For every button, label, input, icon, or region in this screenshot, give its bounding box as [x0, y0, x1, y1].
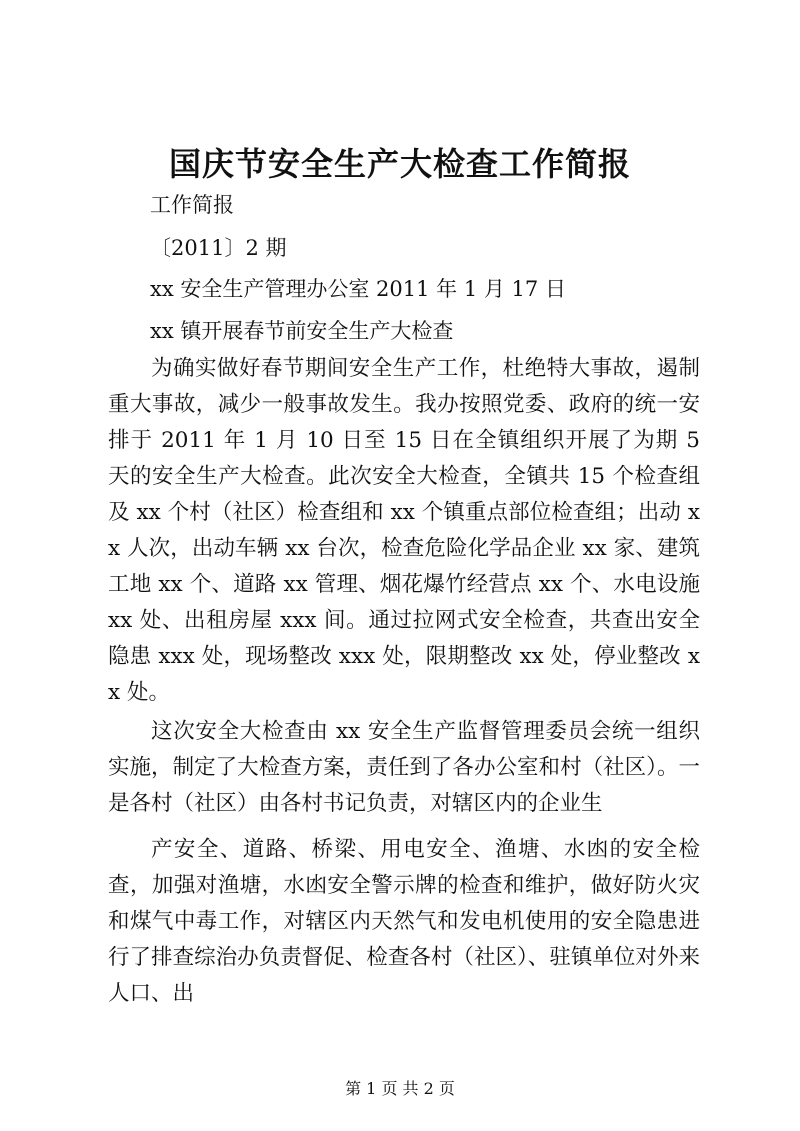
- article-heading: xx 镇开展春节前安全生产大检查: [150, 319, 454, 343]
- issue-number: 〔2011〕2 期: [150, 236, 287, 260]
- body-paragraph-1: 为确实做好春节期间安全生产工作，杜绝特大事故，遏制重大事故，减少一般事故发生。我办按照党委、政府的统一安排于 2011 年 1 月 10 日至 15 日在全镇组织开展了为期 5 天的安全生产大检查。此次安全大检查，全镇共 15 个检查组及 xx 个村（社区）检查组和 xx 个镇重点部位检查组；出动 xx 人次，出动车辆 xx 台次，检查危险化学品企业 xx 家、建筑工地 xx 个、道路 xx 管理、烟花爆竹经营点 xx 个、水电设施 xx 处、出租房屋 xxx 间。通过拉网式安全检查，共查出安全隐患 xxx 处，现场整改 xxx 处，限期整改 xx 处，停业整改 xx 处。: [108, 356, 700, 705]
- issuer-and-date: xx 安全生产管理办公室 2011 年 1 月 17 日: [150, 277, 566, 301]
- page-footer: 第 1 页 共 2 页: [345, 1079, 455, 1098]
- body-paragraph-3: 产安全、道路、桥梁、用电安全、渔塘、水凼的安全检查，加强对渔塘，水凼安全警示牌的检查和维护，做好防火灾和煤气中毒工作，对辖区内天然气和发电机使用的安全隐患进行了排查综治办负责督促、检查各村（社区）、驻镇单位对外来人口、出: [108, 837, 700, 1006]
- document-title: 国庆节安全生产大检查工作简报: [168, 145, 631, 183]
- bulletin-label: 工作简报: [150, 193, 234, 217]
- body-paragraph-2: 这次安全大检查由 xx 安全生产监督管理委员会统一组织实施，制定了大检查方案，责任到了各办公室和村（社区）。一是各村（社区）由各村书记负责，对辖区内的企业生: [108, 719, 700, 816]
